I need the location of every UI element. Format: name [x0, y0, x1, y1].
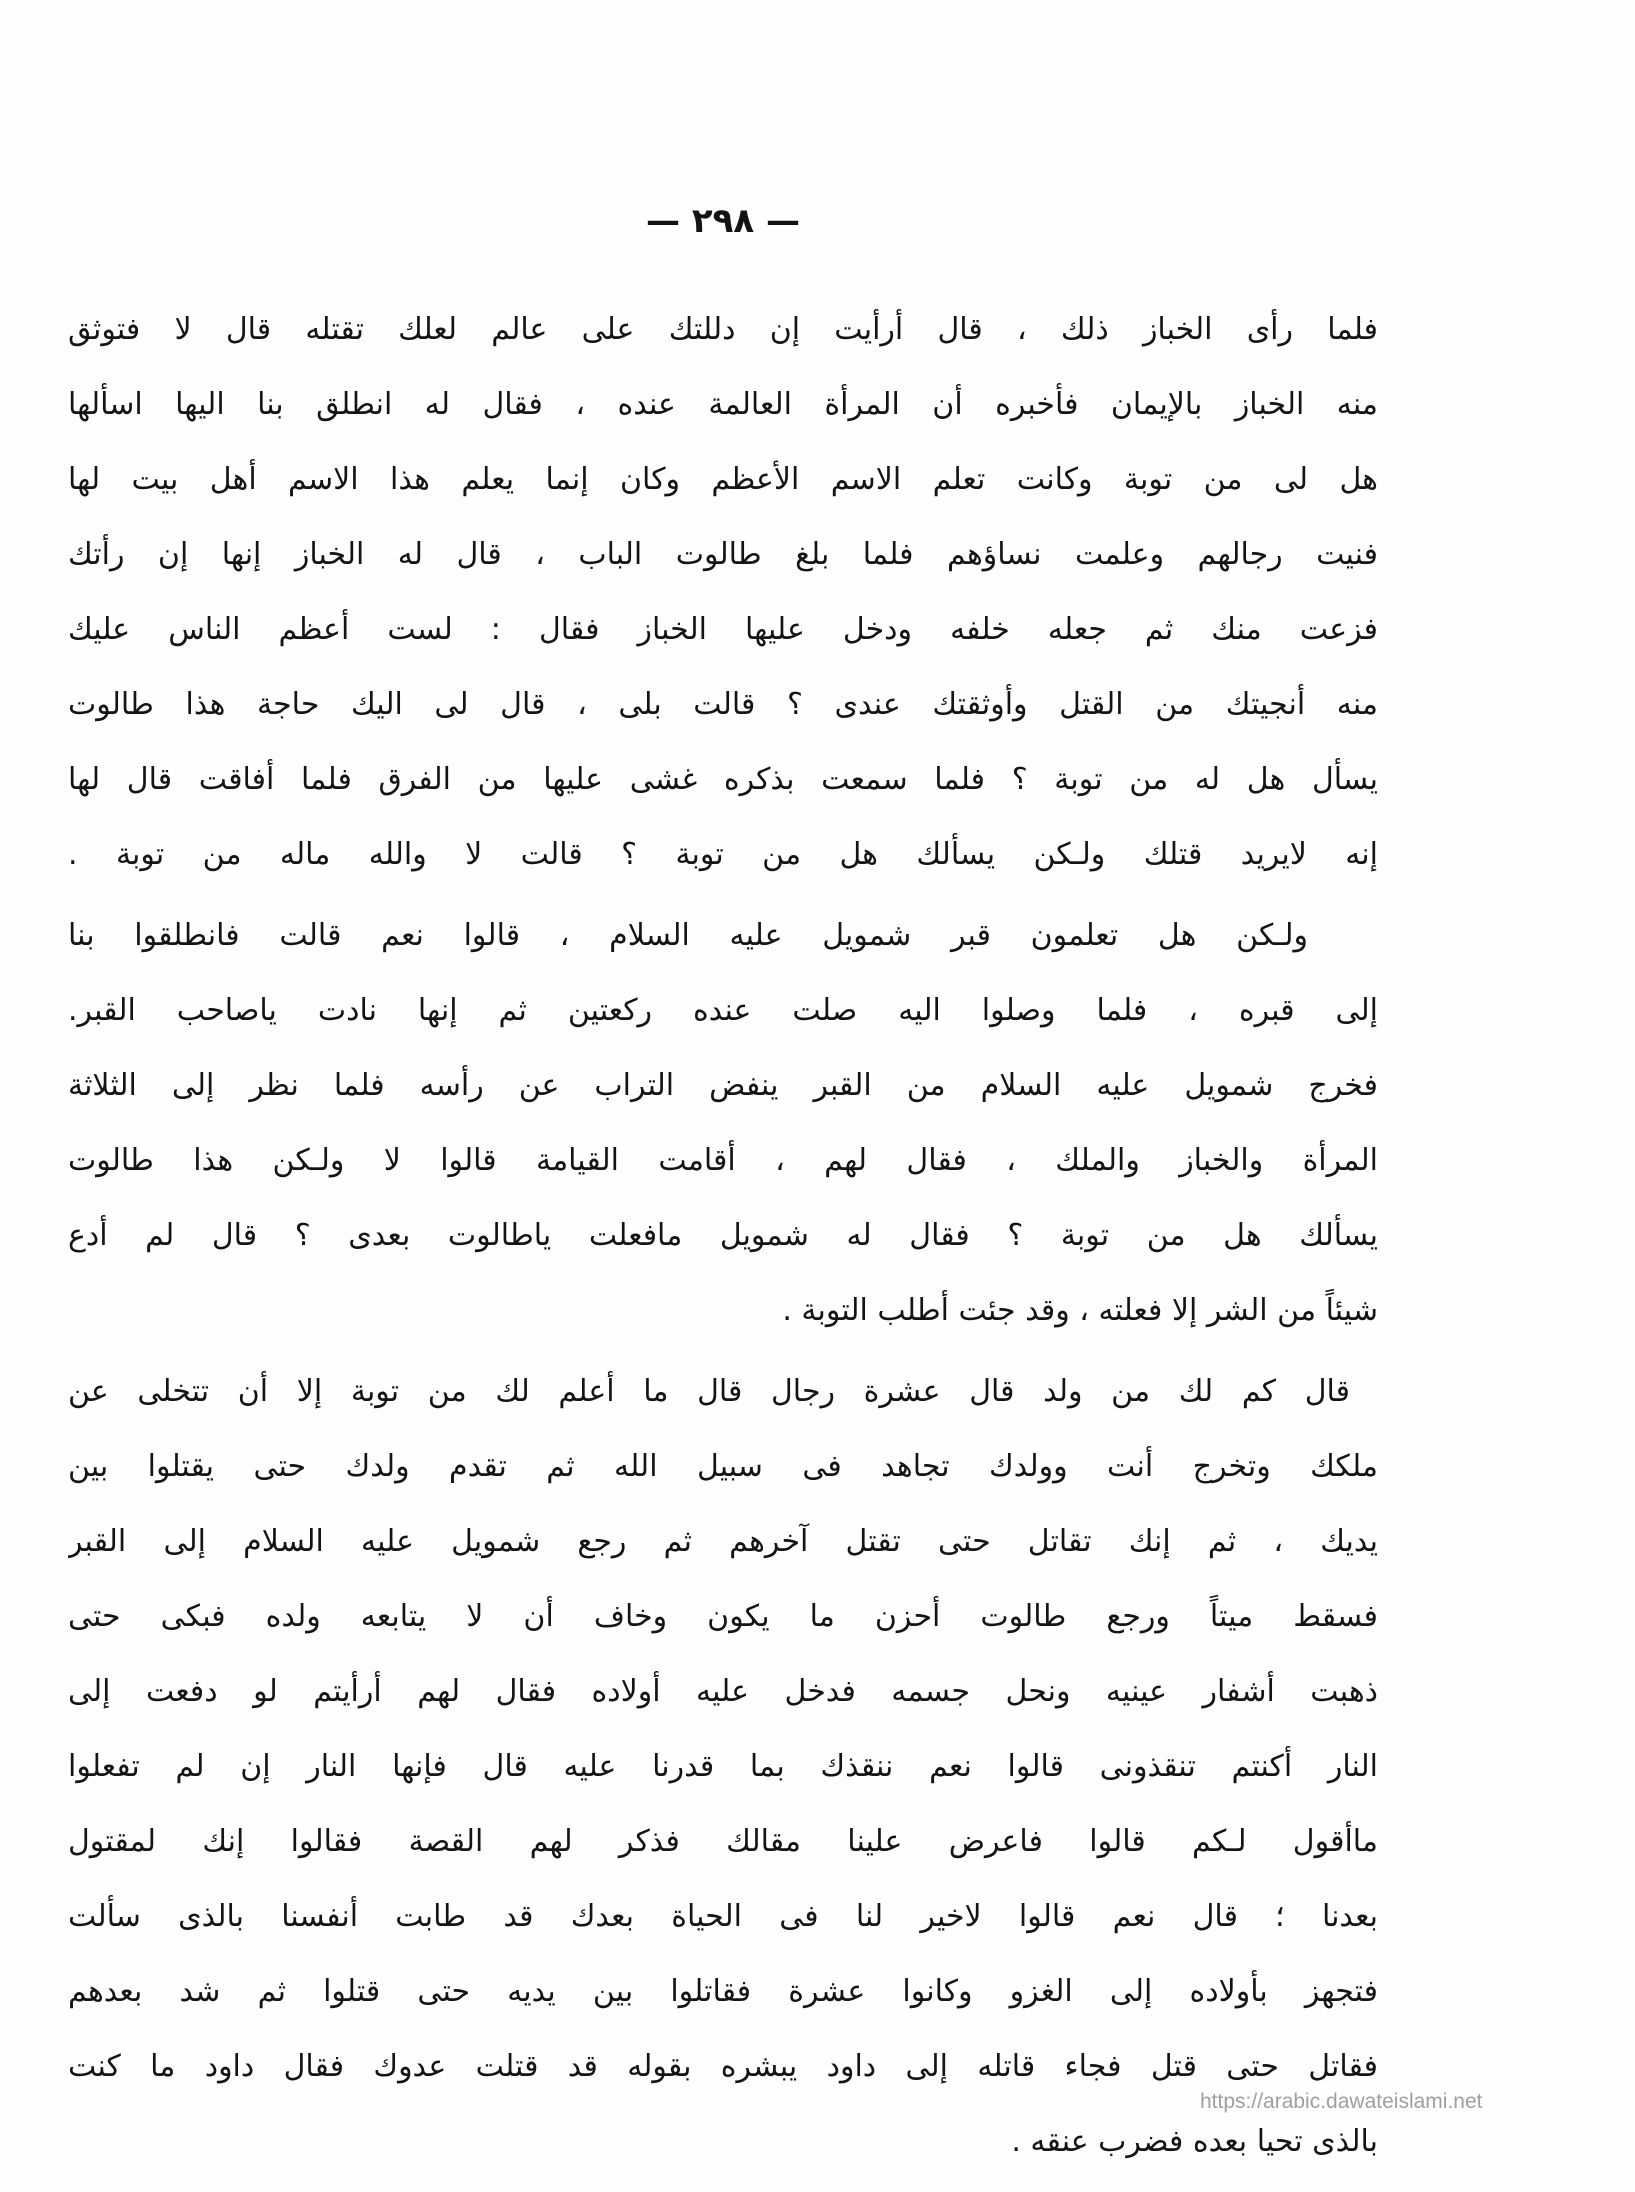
text-line: ولـكن هل تعلمون قبر شمويل عليه السلام ، قالوا نعم قالت فانطلقوا بنا — [68, 918, 1308, 953]
text-line: منه الخباز بالإيمان فأخبره أن المرأة العالمة عنده ، فقال له انطلق بنا اليها اسألها — [68, 387, 1378, 422]
text-line: قال كم لك من ولد قال عشرة رجال قال ما أعلم لك من توبة إلا أن تتخلى عن — [68, 1374, 1350, 1409]
text-line: ذهبت أشفار عينيه ونحل جسمه فدخل عليه أولاده فقال لهم أرأيتم لو دفعت إلى — [68, 1674, 1378, 1709]
text-line: يسألك هل من توبة ؟ فقال له شمويل مافعلت ياطالوت بعدى ؟ قال لم أدع — [68, 1218, 1378, 1253]
text-line: المرأة والخباز والملك ، فقال لهم ، أقامت القيامة قالوا لا ولـكن هذا طالوت — [68, 1143, 1378, 1178]
watermark-url: https://arabic.dawateislami.net — [1200, 2090, 1483, 2113]
text-line: بعدنا ؛ قال نعم قالوا لاخير لنا فى الحياة بعدك قد طابت أنفسنا بالذى سألت — [68, 1899, 1378, 1934]
text-body — [68, 292, 1378, 2185]
text-line: يديك ، ثم إنك تقاتل حتى تقتل آخرهم ثم رجع شمويل عليه السلام إلى القبر — [68, 1524, 1378, 1559]
text-line: فزعت منك ثم جعله خلفه ودخل عليها الخباز فقال : لست أعظم الناس عليك — [68, 612, 1378, 647]
page-number: — ٢٩٨ — — [646, 201, 800, 241]
text-line: فقاتل حتى قتل فجاء قاتله إلى داود يبشره بقوله قد قتلت عدوك فقال داود ما كنت — [68, 2049, 1378, 2084]
paragraph — [68, 898, 1378, 1348]
text-line: إلى قبره ، فلما وصلوا اليه صلت عنده ركعتين ثم إنها نادت ياصاحب القبر. — [68, 993, 1378, 1028]
text-line: شيئاً من الشر إلا فعلته ، وقد جئت أطلب التوبة . — [782, 1293, 1378, 1328]
text-line: إنه لايريد قتلك ولـكن يسألك هل من توبة ؟ قالت لا والله ماله من توبة . — [68, 837, 1378, 872]
text-line: فنيت رجالهم وعلمت نساؤهم فلما بلغ طالوت الباب ، قال له الخباز إنها إن رأتك — [68, 537, 1378, 572]
text-line: فتجهز بأولاده إلى الغزو وكانوا عشرة فقاتلوا بين يديه حتى قتلوا ثم شد بعدهم — [68, 1974, 1378, 2009]
text-line: النار أكنتم تنقذونى قالوا نعم ننقذك بما قدرنا عليه قال فإنها النار إن لم تفعلوا — [68, 1749, 1378, 1784]
text-line: منه أنجيتك من القتل وأوثقتك عندى ؟ قالت بلى ، قال لى اليك حاجة هذا طالوت — [68, 687, 1378, 722]
text-line: ماأقول لـكم قالوا فاعرض علينا مقالك فذكر لهم القصة فقالوا إنك لمقتول — [68, 1824, 1378, 1859]
text-line: يسأل هل له من توبة ؟ فلما سمعت بذكره غشى عليها من الفرق فلما أفاقت قال لها — [68, 762, 1378, 797]
paragraph — [68, 1354, 1378, 2179]
text-line: فخرج شمويل عليه السلام من القبر ينفض التراب عن رأسه فلما نظر إلى الثلاثة — [68, 1068, 1378, 1103]
text-line: فسقط ميتاً ورجع طالوت أحزن ما يكون وخاف أن لا يتابعه ولده فبكى حتى — [68, 1599, 1378, 1634]
text-line: فلما رأى الخباز ذلك ، قال أرأيت إن دللتك على عالم لعلك تقتله قال لا فتوثق — [68, 312, 1378, 347]
text-line: هل لى من توبة وكانت تعلم الاسم الأعظم وكان إنما يعلم هذا الاسم أهل بيت لها — [68, 462, 1378, 497]
paragraph — [68, 292, 1378, 892]
text-line: ملكك وتخرج أنت وولدك تجاهد فى سبيل الله ثم تقدم ولدك حتى يقتلوا بين — [68, 1449, 1378, 1484]
text-line: بالذى تحيا بعده فضرب عنقه . — [1011, 2124, 1378, 2159]
